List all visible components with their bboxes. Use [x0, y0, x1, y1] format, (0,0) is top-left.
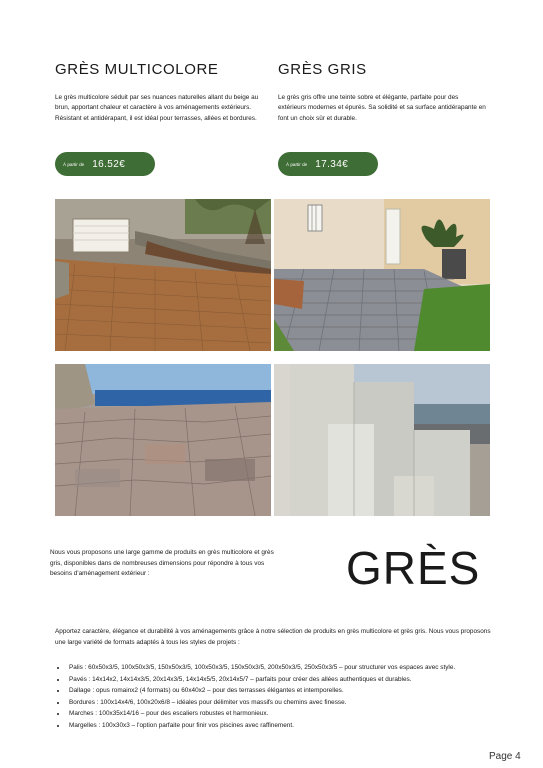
- gris-description: Le grès gris offre une teinte sobre et élégante, parfaite pour des extérieurs modernes et épurés. Sa solidité et sa surface antidérapante en font un choix sûr et durable.: [278, 94, 486, 122]
- gris-title: GRÈS GRIS: [278, 61, 367, 78]
- price-prefix: À partir de: [63, 161, 85, 167]
- multicolore-description: Le grès multicolore séduit par ses nuances naturelles allant du beige au brun, apportant chaleur et caractère à vos aménagements extérieurs. Résistant et antidérapant, il est idéal pour terrasses, allées et bordures.: [55, 94, 259, 122]
- intro-text: Nous vous proposons une large gamme de produits en grès multicolore et grès gris, disponibles dans de nombreuses dimensions pour répondre à tous vos besoins d'aménagement extérieur :: [50, 549, 274, 577]
- format-item-paves: • Pavés : 14x14x2, 14x14x3/5, 20x14x3/5, 14x14x5/5, 20x14x5/7 – parfaits pour créer des allées authentiques et durables.: [67, 674, 495, 686]
- body-text: Apportez caractère, élégance et durabilité à vos aménagements grâce à notre sélection de produits en grès multicolore et grès gris. Nous vous proposons une large variété de formats adaptés à tous les styles de projets :: [55, 628, 491, 646]
- format-item-dallage: • Dallage : opus romainx2 (4 formats) ou 60x40x2 – pour des terrasses élégantes et intemporelles.: [67, 685, 495, 697]
- multicolore-title: GRÈS MULTICOLORE: [55, 61, 219, 78]
- gris-price: 17.34€: [315, 158, 349, 170]
- multicolore-price: 16.52€: [92, 158, 126, 170]
- photo-gris-terrace: [274, 199, 490, 351]
- photo-gris-slabs: [274, 364, 490, 516]
- format-item-marches: • Marches : 100x35x14/16 – pour des escaliers robustes et harmonieux.: [67, 708, 495, 720]
- format-item-palis: • Palis : 60x50x3/5, 100x50x3/5, 150x50x3/5, 100x50x3/5, 150x50x3/5, 200x50x3/5, 250x50x3/5 – pour structurer vos espaces avec style.: [67, 662, 495, 674]
- big-title: GRÈS: [346, 542, 481, 594]
- price-prefix: À partir de: [286, 161, 308, 167]
- format-item-bordures: • Bordures : 100x14x4/6, 100x20x6/8 – idéales pour délimiter vos massifs ou chemins avec finesse.: [67, 697, 495, 709]
- format-item-margelles: • Margelles : 100x30x3 – l'option parfaite pour finir vos piscines avec raffinement.: [67, 720, 495, 732]
- formats-list: [57, 662, 495, 731]
- gris-price-badge: [278, 152, 378, 176]
- photo-multicolore-flagstones: [55, 364, 271, 516]
- multicolore-price-badge: [55, 152, 155, 176]
- page-number: Page 4: [489, 751, 521, 762]
- photo-multicolore-driveway: [55, 199, 271, 351]
